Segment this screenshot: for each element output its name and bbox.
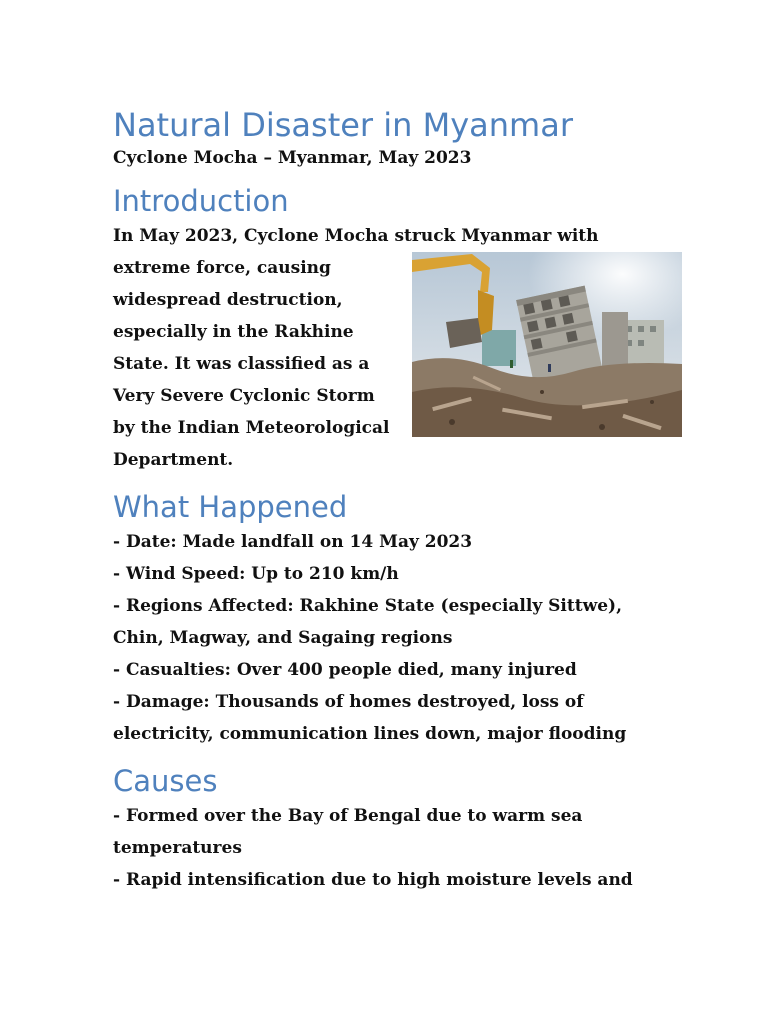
causes-line: - Formed over the Bay of Bengal due to warm sea [113,806,583,826]
what-happened-line: - Wind Speed: Up to 210 km/h [113,564,399,584]
what-happened-list [113,526,673,750]
document-page [113,104,673,908]
introduction-paragraph [113,220,673,476]
what-happened-line: - Casualties: Over 400 people died, many injured [113,660,577,680]
what-happened-line: electricity, communication lines down, major flooding [113,724,627,744]
intro-line: Department. [113,450,234,470]
intro-line: State. It was classified as a [113,354,370,374]
intro-line: especially in the Rakhine [113,322,354,342]
collapsed-building-photo [412,252,682,437]
section-heading-what-happened: What Happened [113,490,348,524]
intro-line: extreme force, causing [113,258,331,278]
what-happened-line: Chin, Magway, and Sagaing regions [113,628,453,648]
section-heading-introduction: Introduction [113,184,289,218]
intro-line: In May 2023, Cyclone Mocha struck Myanmar with [113,226,599,246]
rubble-photo-graphic [412,252,682,437]
what-happened-line: - Damage: Thousands of homes destroyed, loss of [113,692,584,712]
intro-line: by the Indian Meteorological [113,418,390,438]
causes-list [113,800,673,896]
document-title: Natural Disaster in Myanmar [113,106,573,144]
what-happened-line: - Regions Affected: Rakhine State (especially Sittwe), [113,596,622,616]
causes-line: - Rapid intensification due to high moisture levels and [113,870,633,890]
section-heading-causes: Causes [113,764,218,798]
intro-line: widespread destruction, [113,290,343,310]
causes-line: temperatures [113,838,242,858]
intro-line: Very Severe Cyclonic Storm [113,386,375,406]
document-subtitle: Cyclone Mocha – Myanmar, May 2023 [113,148,472,168]
what-happened-line: - Date: Made landfall on 14 May 2023 [113,532,473,552]
